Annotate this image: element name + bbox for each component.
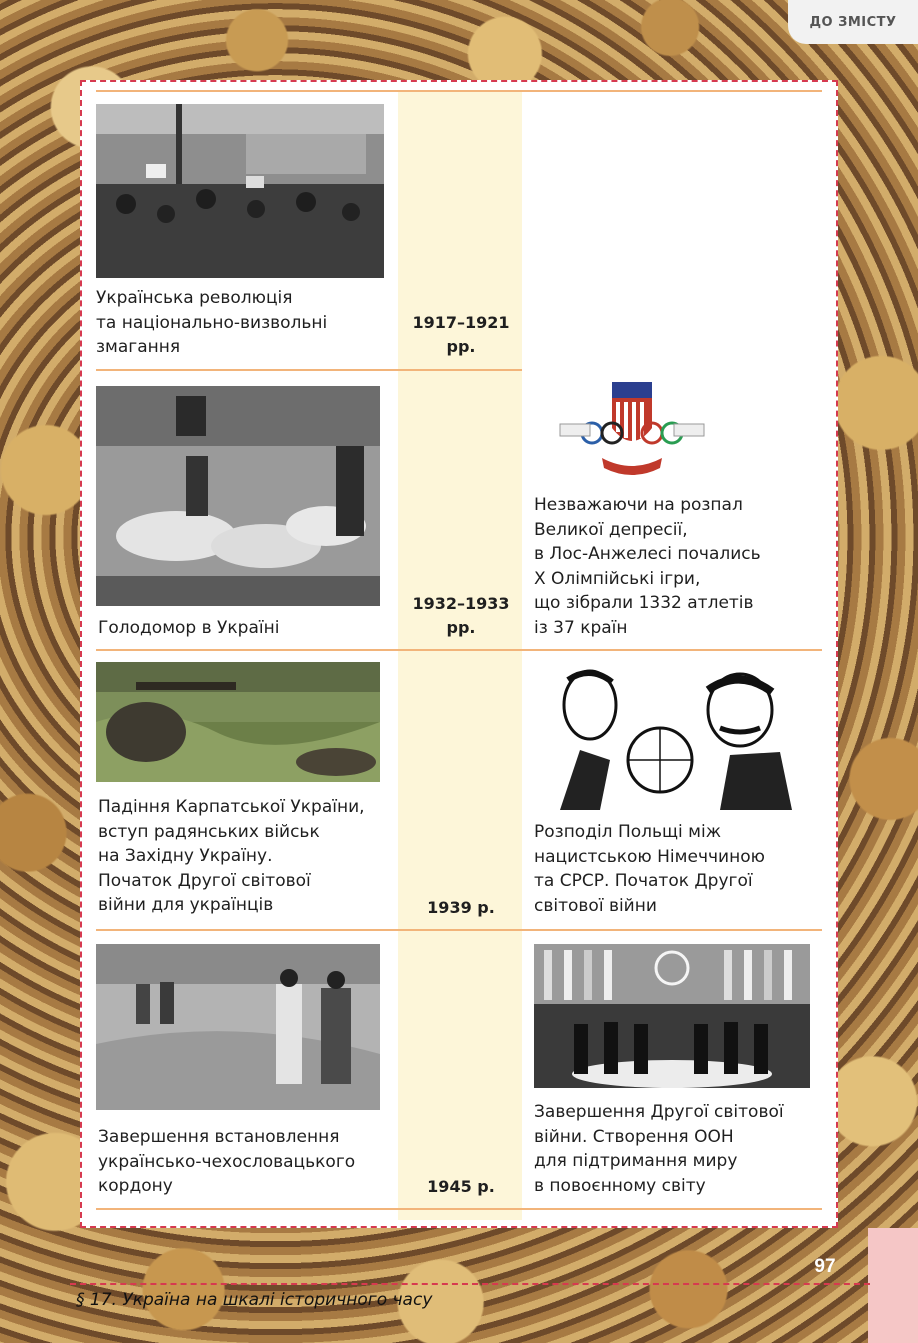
separator <box>96 649 822 651</box>
olympic-emblem-image <box>552 378 712 488</box>
event-date: 1945 р. <box>427 1177 495 1196</box>
separator <box>96 369 522 371</box>
caricature-image <box>540 660 792 810</box>
event-date: 1939 р. <box>427 898 495 917</box>
event-label-right: Незважаючи на розпал Великої депресії, в Лос-Анжелесі почались X Олімпійські ігри, що зібрали 1332 атлетів із 37 країн <box>534 495 761 638</box>
separator <box>96 929 822 931</box>
photo-holodomor <box>96 386 380 606</box>
photo-border-establishment <box>96 944 380 1110</box>
timeline-panel <box>80 80 838 1228</box>
page-number: 97 <box>814 1256 836 1277</box>
event-label-left: Падіння Карпатської України, вступ радянських військ на Західну Україну. Початок Другої світової війни для українців <box>98 797 365 915</box>
photo-un-founding <box>534 944 810 1088</box>
event-label-right: Розподіл Польщі між нацистською Німеччиною та СРСР. Початок Другої світової війни <box>534 822 765 916</box>
event-date: 1932–1933 рр. <box>412 594 510 637</box>
event-label-left: Голодомор в Україні <box>98 618 280 638</box>
photo-carpathian-ukraine <box>96 662 380 782</box>
event-label-left: Українська революція та національно-визвольні змагання <box>96 288 328 357</box>
page-tab <box>868 1228 918 1343</box>
event-label-left: Завершення встановлення українсько-чехословацького кордону <box>98 1127 356 1196</box>
toc-link[interactable]: ДО ЗМІСТУ <box>788 0 918 44</box>
photo-ukrainian-revolution <box>96 104 384 278</box>
event-date: 1917–1921 рр. <box>412 313 510 356</box>
separator <box>96 90 822 92</box>
event-label-right: Завершення Другої світової війни. Створення ООН для підтримання миру в повоєнному світу <box>534 1102 784 1196</box>
date-column <box>398 92 522 1220</box>
footer-divider <box>70 1283 870 1285</box>
section-title: § 17. Україна на шкалі історичного часу <box>76 1290 433 1310</box>
separator <box>96 1208 822 1210</box>
